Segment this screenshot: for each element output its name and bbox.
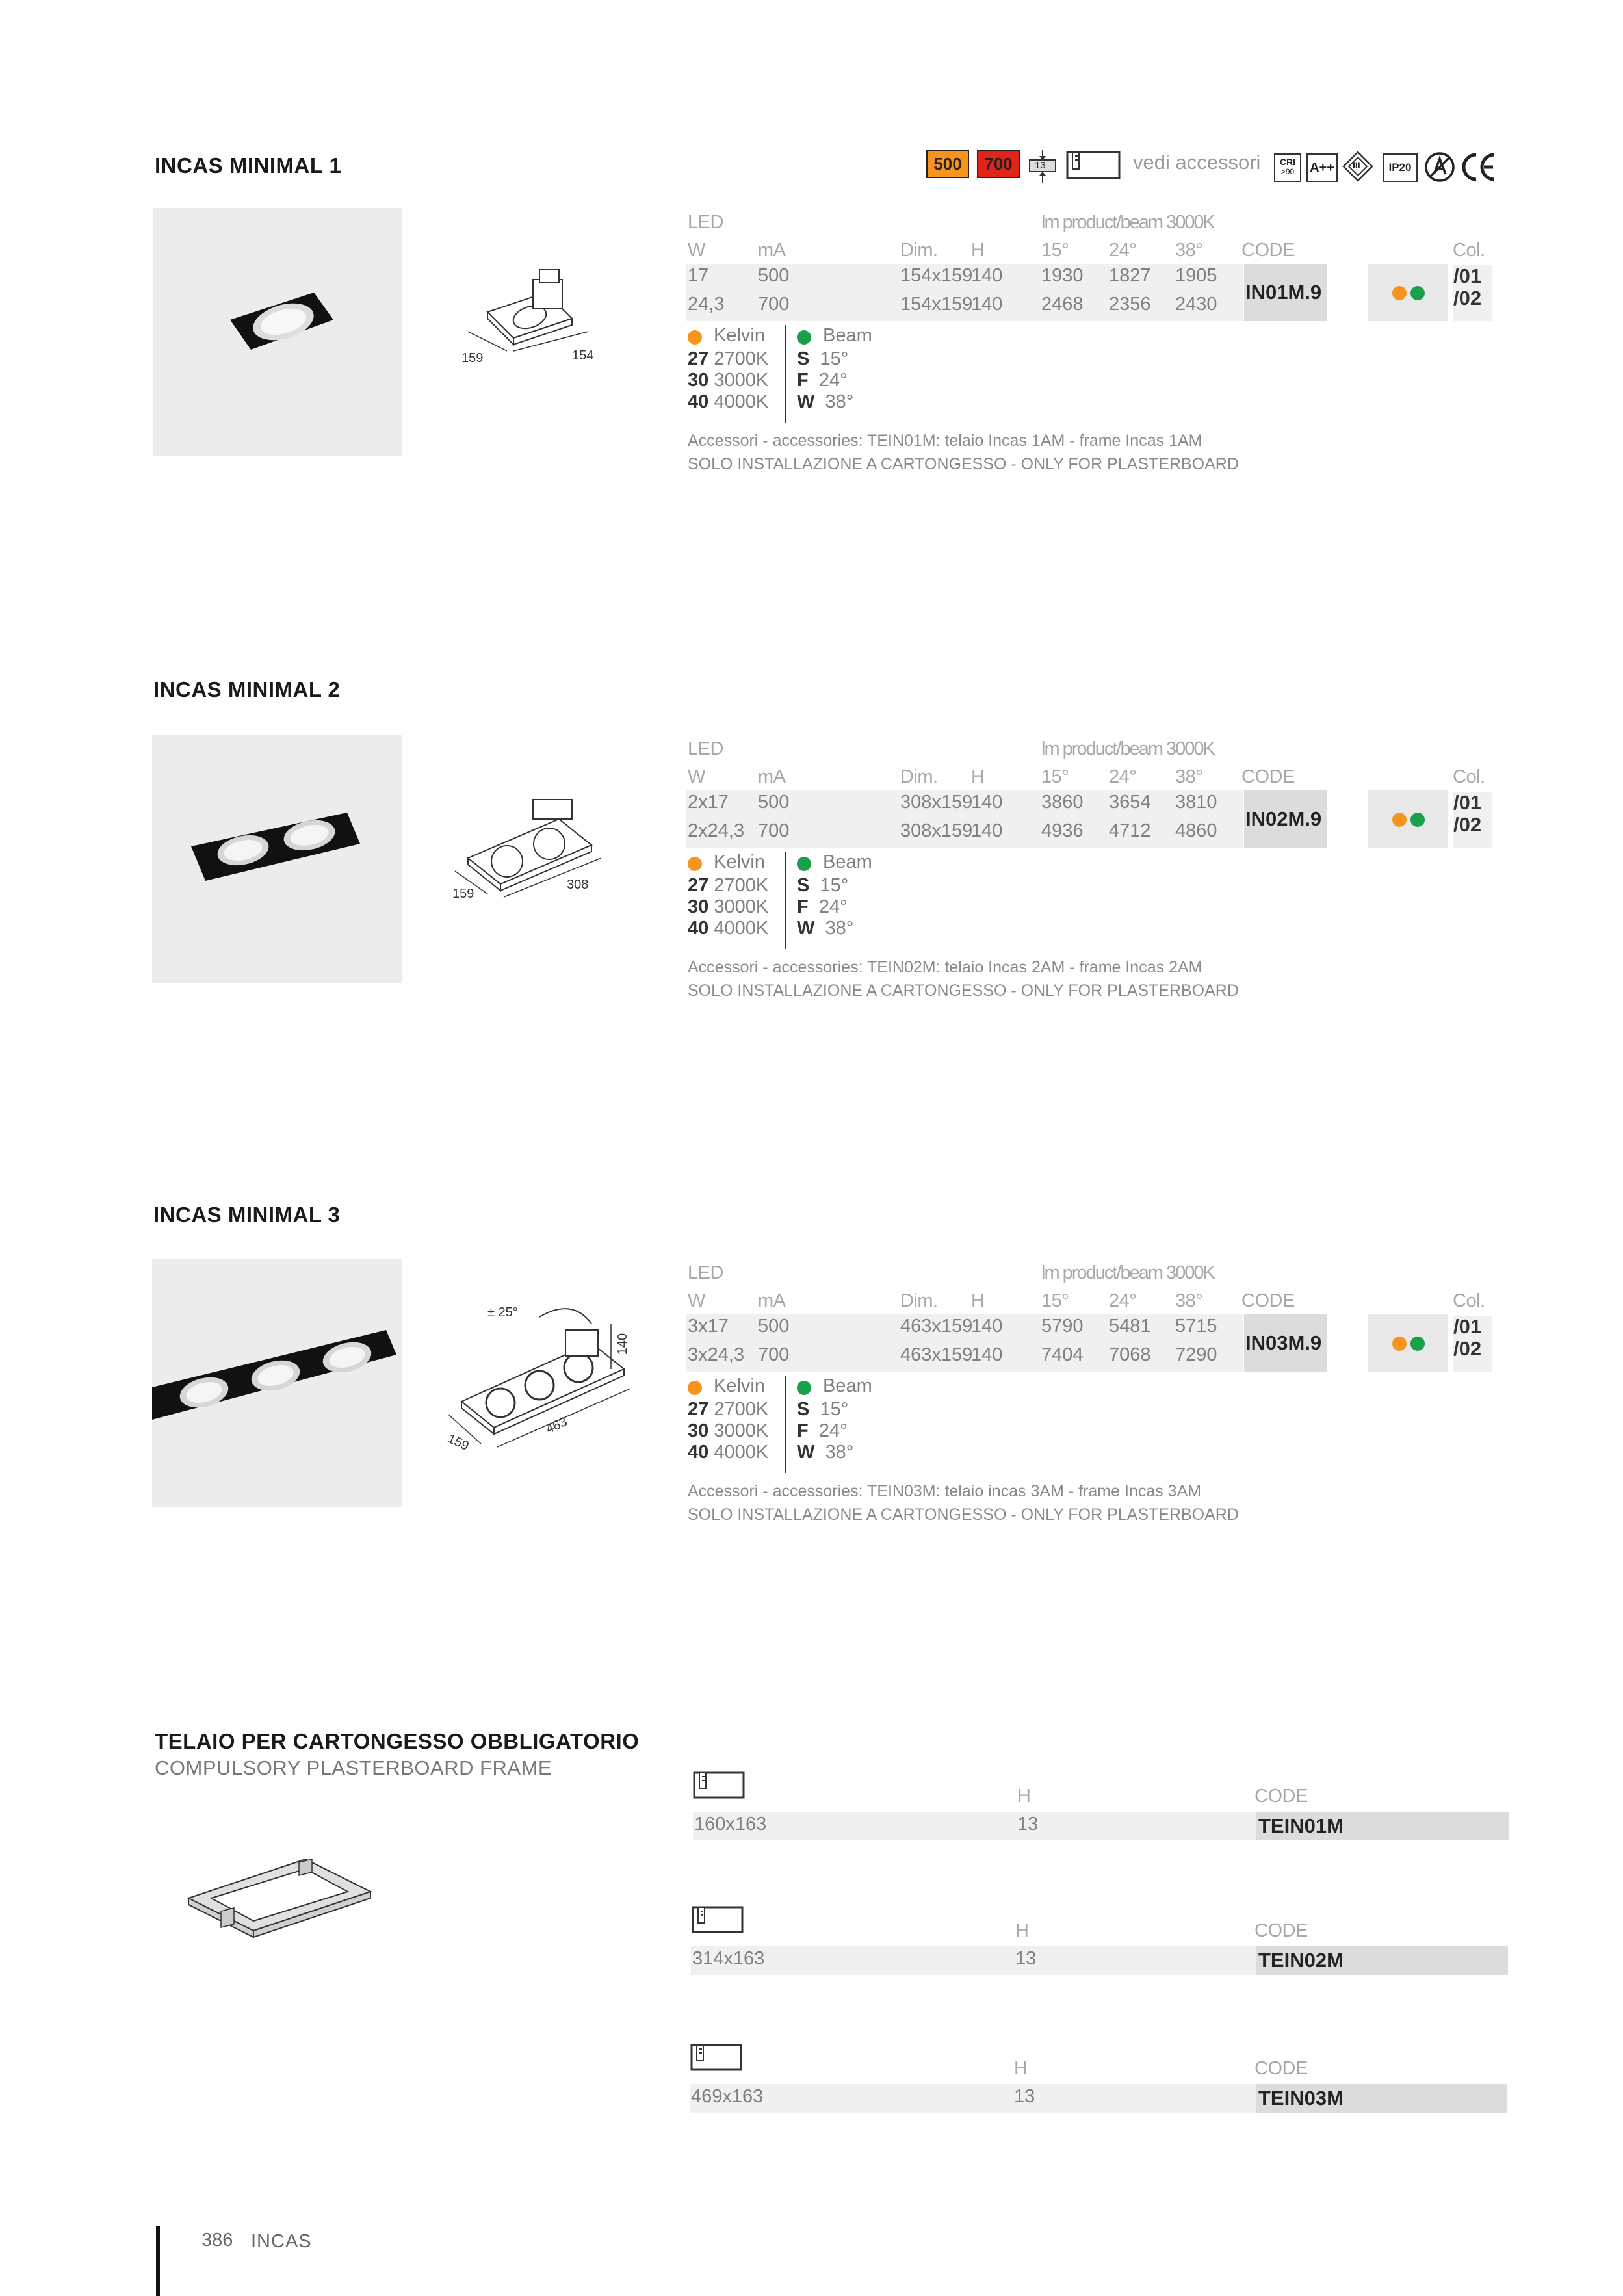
- header-code: CODE: [1241, 240, 1295, 261]
- header-38: 38°: [1175, 1290, 1203, 1311]
- cell-w: 24,3: [688, 294, 725, 315]
- header-code: CODE: [1254, 2058, 1308, 2079]
- color-options: [1368, 264, 1448, 321]
- frame-item: [0, 2044, 1623, 2115]
- kelvin-value: 2700K: [714, 875, 769, 896]
- beam-legend: [797, 325, 894, 423]
- beam-value: 15°: [820, 348, 849, 369]
- beam-code: W: [797, 391, 815, 412]
- install-note: SOLO INSTALLAZIONE A CARTONGESSO - ONLY FOR PLASTERBOARD: [688, 982, 1239, 1000]
- col-value: /02: [1453, 813, 1482, 836]
- kelvin-value: 3000K: [714, 896, 769, 917]
- header-w: W: [688, 766, 705, 787]
- header-w: W: [688, 240, 705, 261]
- beam-label: Beam: [823, 852, 872, 872]
- beam-code: F: [797, 370, 809, 391]
- thickness-value: 13: [1035, 160, 1046, 171]
- cell-h: 140: [971, 294, 1003, 315]
- drywall-depth-icon: [1027, 148, 1058, 185]
- kelvin-label: Kelvin: [714, 1376, 765, 1396]
- dimension-label: 159: [452, 887, 474, 901]
- frame-row: [693, 1812, 1256, 1840]
- header-col: Col.: [1453, 1290, 1485, 1311]
- frame-code-text: TEIN01M: [1258, 1814, 1344, 1837]
- col-values: [1453, 792, 1492, 848]
- cell-ma: 700: [758, 294, 790, 315]
- header-col: Col.: [1453, 240, 1485, 261]
- kelvin-code: 27: [688, 1399, 709, 1420]
- class-iii-icon: [1342, 151, 1373, 182]
- kelvin-code: 27: [688, 348, 709, 369]
- cell-h: 140: [971, 792, 1003, 813]
- cell-dim: 463x159: [900, 1344, 973, 1365]
- cell-lm-24: 4712: [1109, 820, 1151, 841]
- frame-icon: [692, 1906, 744, 1933]
- beam-value: 15°: [820, 875, 849, 896]
- beam-dot-icon: [797, 330, 811, 345]
- beam-value: 38°: [825, 391, 854, 412]
- kelvin-label: Kelvin: [714, 852, 765, 872]
- badge-700: 700: [977, 150, 1020, 178]
- header-h: H: [971, 1290, 985, 1311]
- green-dot-icon: [1410, 1337, 1425, 1351]
- product-technical-drawing: [435, 1291, 643, 1460]
- orange-dot-icon: [1392, 286, 1407, 300]
- color-options: [1368, 1314, 1448, 1372]
- frame-icon: [690, 2044, 742, 2071]
- cell-ma: 500: [758, 1316, 790, 1337]
- col-value: /01: [1453, 1315, 1482, 1338]
- kelvin-code: 40: [688, 918, 709, 939]
- kelvin-dot-icon: [688, 1381, 702, 1395]
- header-24: 24°: [1109, 1290, 1137, 1311]
- header-15: 15°: [1041, 240, 1069, 261]
- product-code-text: IN02M.9: [1245, 807, 1322, 830]
- color-options: [1368, 790, 1448, 848]
- kelvin-option: [688, 348, 768, 370]
- kelvin-value: 4000K: [714, 391, 769, 412]
- dimension-label: 308: [567, 878, 589, 892]
- header-code: CODE: [1254, 1920, 1308, 1941]
- product-title: INCAS MINIMAL 1: [155, 153, 342, 177]
- product-title: INCAS MINIMAL 3: [153, 1203, 341, 1227]
- frame-dim: 160x163: [694, 1814, 767, 1834]
- class-iii-label: III: [1353, 160, 1360, 170]
- cell-lm-24: 7068: [1109, 1344, 1151, 1365]
- header-h: H: [971, 240, 985, 261]
- header-ma: mA: [758, 1290, 786, 1311]
- beam-option: [797, 391, 853, 413]
- footer-section: INCAS: [251, 2231, 312, 2252]
- no-cover-icon: [1423, 151, 1456, 183]
- header-38: 38°: [1175, 240, 1203, 261]
- cell-lm-24: 1827: [1109, 265, 1151, 286]
- cri-value: >90: [1280, 167, 1295, 176]
- beam-dot-icon: [797, 1381, 811, 1395]
- header-h: H: [1014, 2058, 1028, 2079]
- kelvin-legend: [688, 325, 786, 423]
- install-note: SOLO INSTALLAZIONE A CARTONGESSO - ONLY FOR PLASTERBOARD: [688, 1506, 1239, 1524]
- cell-w: 2x24,3: [688, 820, 745, 841]
- header-15: 15°: [1041, 766, 1069, 787]
- kelvin-option: [688, 370, 768, 391]
- kelvin-dot-icon: [688, 330, 702, 345]
- product-technical-drawing: [442, 260, 611, 377]
- beam-value: 24°: [818, 370, 848, 391]
- header-led: LED: [688, 1262, 723, 1283]
- kelvin-value: 4000K: [714, 1442, 769, 1463]
- kelvin-value: 3000K: [714, 370, 769, 391]
- cell-h: 140: [971, 265, 1003, 286]
- header-24: 24°: [1109, 240, 1137, 261]
- beam-value: 15°: [820, 1399, 849, 1420]
- header-dim: Dim.: [900, 240, 938, 261]
- kelvin-code: 30: [688, 1420, 709, 1441]
- install-note: SOLO INSTALLAZIONE A CARTONGESSO - ONLY FOR PLASTERBOARD: [688, 455, 1239, 473]
- kelvin-dot-icon: [688, 857, 702, 871]
- frame-section-subtitle: COMPULSORY PLASTERBOARD FRAME: [155, 1756, 552, 1779]
- col-value: /02: [1453, 287, 1482, 309]
- product-photo: [153, 208, 402, 456]
- header-led: LED: [688, 212, 723, 233]
- cell-lm-38: 1905: [1175, 265, 1217, 286]
- header-38: 38°: [1175, 766, 1203, 787]
- frame-code: [1256, 1812, 1509, 1840]
- beam-option: [797, 896, 848, 918]
- accessory-note: Accessori - accessories: TEIN02M: telaio Incas 2AM - frame Incas 2AM: [688, 958, 1202, 976]
- beam-option: [797, 348, 848, 370]
- kelvin-code: 27: [688, 875, 709, 896]
- header-lm: lm product/beam 3000K: [1041, 212, 1214, 233]
- cell-dim: 154x159: [900, 265, 973, 286]
- green-dot-icon: [1410, 813, 1425, 827]
- kelvin-option: [688, 1442, 768, 1463]
- product-code-text: IN01M.9: [1245, 281, 1322, 304]
- header-lm: lm product/beam 3000K: [1041, 1262, 1214, 1283]
- beam-option: [797, 1442, 853, 1463]
- header-col: Col.: [1453, 766, 1485, 787]
- beam-value: 24°: [818, 896, 848, 917]
- footer-bar: [156, 2226, 160, 2296]
- beam-code: S: [797, 1399, 810, 1420]
- vedi-accessori-link[interactable]: vedi accessori: [1133, 151, 1261, 174]
- cell-dim: 308x159: [900, 820, 973, 841]
- product-code: [1244, 264, 1327, 321]
- kelvin-label: Kelvin: [714, 325, 765, 346]
- cell-lm-24: 2356: [1109, 294, 1151, 315]
- cell-h: 140: [971, 1316, 1003, 1337]
- cri-icon: [1274, 153, 1301, 182]
- cell-w: 3x24,3: [688, 1344, 745, 1365]
- cell-lm-15: 7404: [1041, 1344, 1084, 1365]
- kelvin-code: 40: [688, 391, 709, 412]
- kelvin-legend: [688, 1376, 786, 1473]
- product-photo: [152, 1259, 402, 1507]
- orange-dot-icon: [1392, 1337, 1407, 1351]
- dimension-label: 159: [445, 1431, 471, 1454]
- header-w: W: [688, 1290, 705, 1311]
- header-ma: mA: [758, 766, 786, 787]
- frame-code: [1256, 2084, 1507, 2113]
- frame-code-text: TEIN02M: [1258, 1949, 1344, 1972]
- cell-lm-15: 2468: [1041, 294, 1084, 315]
- kelvin-value: 3000K: [714, 1420, 769, 1441]
- beam-dot-icon: [797, 857, 811, 871]
- cell-lm-24: 3654: [1109, 792, 1151, 813]
- ce-mark-icon: [1459, 151, 1498, 183]
- cell-lm-38: 3810: [1175, 792, 1217, 813]
- col-value: /01: [1453, 265, 1482, 287]
- energy-class-label: A++: [1310, 161, 1334, 175]
- beam-tilt-label: ± 25°: [487, 1305, 518, 1320]
- cell-lm-38: 5715: [1175, 1316, 1217, 1337]
- header-h: H: [971, 766, 985, 787]
- cell-ma: 500: [758, 265, 790, 286]
- cell-w: 17: [688, 265, 709, 286]
- product-code-text: IN03M.9: [1245, 1331, 1322, 1354]
- header-led: LED: [688, 738, 723, 759]
- kelvin-code: 30: [688, 896, 709, 917]
- accessory-note: Accessori - accessories: TEIN01M: telaio Incas 1AM - frame Incas 1AM: [688, 432, 1202, 450]
- kelvin-value: 4000K: [714, 918, 769, 939]
- energy-class-icon: [1306, 153, 1338, 182]
- kelvin-value: 2700K: [714, 1399, 769, 1420]
- ip20-icon: [1383, 153, 1418, 182]
- beam-label: Beam: [823, 325, 872, 346]
- product-technical-drawing: [442, 787, 611, 904]
- beam-label: Beam: [823, 1376, 872, 1396]
- product-code: [1244, 790, 1327, 848]
- cell-lm-38: 7290: [1175, 1344, 1217, 1365]
- beam-code: S: [797, 348, 810, 369]
- frame-row: [691, 1946, 1256, 1975]
- beam-code: F: [797, 896, 809, 917]
- header-dim: Dim.: [900, 766, 938, 787]
- frame-item: [0, 1771, 1623, 1843]
- kelvin-option: [688, 918, 768, 939]
- kelvin-option: [688, 896, 768, 918]
- cell-lm-38: 2430: [1175, 294, 1217, 315]
- cell-lm-15: 3860: [1041, 792, 1084, 813]
- col-value: /01: [1453, 791, 1482, 814]
- cell-h: 140: [971, 820, 1003, 841]
- beam-code: W: [797, 1442, 815, 1463]
- header-h: H: [1015, 1920, 1029, 1941]
- frame-dim: 314x163: [692, 1948, 765, 1969]
- beam-option: [797, 875, 848, 896]
- cell-dim: 308x159: [900, 792, 973, 813]
- beam-value: 38°: [825, 1442, 854, 1463]
- frame-icon: [693, 1771, 745, 1799]
- beam-code: W: [797, 918, 815, 939]
- frame-h: 13: [1017, 1814, 1039, 1834]
- cell-dim: 154x159: [900, 294, 973, 315]
- col-values: [1453, 265, 1492, 321]
- product-code: [1244, 1314, 1327, 1372]
- height-label: 140: [616, 1333, 630, 1355]
- frame-h: 13: [1015, 1948, 1037, 1969]
- dimension-label: 159: [461, 351, 484, 365]
- frame-item: [0, 1906, 1623, 1977]
- col-value: /02: [1453, 1337, 1482, 1360]
- cell-lm-15: 1930: [1041, 265, 1084, 286]
- beam-option: [797, 1399, 848, 1420]
- header-ma: mA: [758, 240, 786, 261]
- product-title: INCAS MINIMAL 2: [153, 677, 341, 701]
- header-dim: Dim.: [900, 1290, 938, 1311]
- beam-option: [797, 1420, 848, 1442]
- beam-code: S: [797, 875, 810, 896]
- page-number: 386: [201, 2230, 233, 2250]
- beam-option: [797, 370, 848, 391]
- cell-lm-15: 5790: [1041, 1316, 1084, 1337]
- kelvin-code: 30: [688, 370, 709, 391]
- ip-rating-label: IP20: [1388, 161, 1412, 174]
- product-photo: [152, 735, 402, 983]
- kelvin-value: 2700K: [714, 348, 769, 369]
- header-15: 15°: [1041, 1290, 1069, 1311]
- dimension-label: 154: [572, 348, 594, 363]
- kelvin-option: [688, 1420, 768, 1442]
- kelvin-option: [688, 391, 768, 413]
- beam-value: 24°: [818, 1420, 848, 1441]
- badge-500: 500: [926, 150, 969, 178]
- orange-dot-icon: [1392, 813, 1407, 827]
- header-code: CODE: [1254, 1786, 1308, 1807]
- frame-row: [690, 2084, 1256, 2113]
- beam-legend: [797, 852, 894, 949]
- accessory-note: Accessori - accessories: TEIN03M: telaio incas 3AM - frame Incas 3AM: [688, 1482, 1202, 1500]
- header-code: CODE: [1241, 766, 1295, 787]
- cell-h: 140: [971, 1344, 1003, 1365]
- frame-dim: 469x163: [691, 2086, 764, 2107]
- beam-legend: [797, 1376, 894, 1473]
- header-h: H: [1017, 1786, 1031, 1807]
- header-lm: lm product/beam 3000K: [1041, 738, 1214, 759]
- col-values: [1453, 1316, 1492, 1372]
- cell-ma: 700: [758, 820, 790, 841]
- frame-code: [1256, 1946, 1508, 1975]
- frame-h: 13: [1014, 2086, 1035, 2107]
- header-code: CODE: [1241, 1290, 1295, 1311]
- header-24: 24°: [1109, 766, 1137, 787]
- dimension-label: 463: [543, 1415, 570, 1437]
- beam-option: [797, 918, 853, 939]
- green-dot-icon: [1410, 286, 1425, 300]
- kelvin-option: [688, 875, 768, 896]
- kelvin-code: 40: [688, 1442, 709, 1463]
- cell-dim: 463x159: [900, 1316, 973, 1337]
- header-icons: [926, 150, 1511, 189]
- kelvin-option: [688, 1399, 768, 1420]
- cell-w: 2x17: [688, 792, 729, 813]
- frame-code-text: TEIN03M: [1258, 2087, 1344, 2109]
- cell-w: 3x17: [688, 1316, 729, 1337]
- cell-lm-38: 4860: [1175, 820, 1217, 841]
- cri-label: CRI: [1279, 157, 1296, 167]
- frame-section-title: TELAIO PER CARTONGESSO OBBLIGATORIO: [155, 1729, 640, 1753]
- frame-icon: [1066, 151, 1121, 179]
- beam-code: F: [797, 1420, 809, 1441]
- cell-lm-15: 4936: [1041, 820, 1084, 841]
- cell-ma: 500: [758, 792, 790, 813]
- beam-value: 38°: [825, 918, 854, 939]
- cell-ma: 700: [758, 1344, 790, 1365]
- cell-lm-24: 5481: [1109, 1316, 1151, 1337]
- kelvin-legend: [688, 852, 786, 949]
